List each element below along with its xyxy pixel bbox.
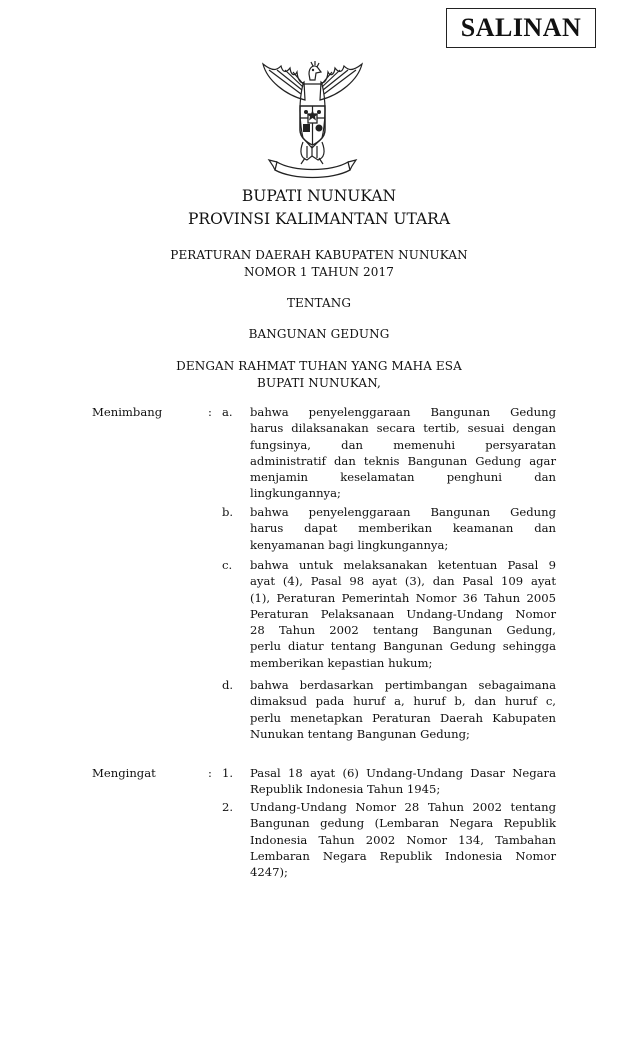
header-province: PROVINSI KALIMANTAN UTARA [187, 210, 451, 228]
item-mark: 2. [222, 800, 234, 814]
item-line: administratif dan teknis Bangunan Gedung agar [250, 453, 556, 468]
item-line: bahwa untuk melaksanakan ketentuan Pasal 9 [250, 558, 556, 572]
header-tentang: TENTANG [286, 296, 352, 310]
header-subject: BANGUNAN GEDUNG [248, 327, 390, 341]
garuda-emblem-icon [255, 60, 370, 185]
mengingat-label: Mengingat [92, 766, 156, 780]
item-line: Nunukan tentang Bangunan Gedung; [250, 726, 470, 741]
item-line: perlu menetapkan Peraturan Daerah Kabupaten [250, 710, 556, 725]
item-line: perlu diatur tentang Bangunan Gedung sehingga [250, 639, 556, 654]
item-line: menjamin keselamatan penghuni dan [250, 470, 556, 485]
item-mark: a. [222, 405, 233, 419]
menimbang-label: Menimbang [92, 405, 163, 419]
menimbang-colon: : [208, 405, 212, 419]
header-bupati: BUPATI NUNUKAN, [257, 376, 381, 390]
item-line: dimaksud pada huruf a, huruf b, dan huruf c, [250, 694, 556, 709]
header-invocation: DENGAN RAHMAT TUHAN YANG MAHA ESA [176, 359, 462, 373]
item-mark: b. [222, 505, 234, 519]
item-line: harus dapat memberikan keamanan dan [250, 521, 556, 536]
item-line: harus dilaksanakan secara tertib, sesuai dengan [250, 421, 556, 436]
item-line: (1), Peraturan Pemerintah Nomor 36 Tahun 2005 [250, 590, 556, 605]
item-line: bahwa penyelenggaraan Bangunan Gedung [250, 405, 556, 419]
item-line: kenyamanan bagi lingkungannya; [250, 537, 449, 552]
item-mark: 1. [222, 766, 234, 780]
item-line: bahwa penyelenggaraan Bangunan Gedung [250, 505, 556, 519]
item-line: Indonesia Tahun 2002 Nomor 134, Tambahan [250, 832, 556, 847]
item-line: Peraturan Pelaksanaan Undang-Undang Nomor [250, 606, 556, 621]
item-line: bahwa berdasarkan pertimbangan sebagaimana [250, 678, 556, 692]
item-line: 28 Tahun 2002 tentang Bangunan Gedung, [250, 623, 556, 638]
header-regulation: PERATURAN DAERAH KABUPATEN NUNUKAN [170, 248, 468, 262]
header-title: BUPATI NUNUKAN [241, 187, 397, 205]
item-mark: d. [222, 678, 234, 692]
item-line: 4247); [250, 865, 288, 880]
item-line: Republik Indonesia Tahun 1945; [250, 782, 441, 797]
item-line: lingkungannya; [250, 486, 341, 501]
salinan-stamp: SALINAN [446, 8, 596, 48]
item-line: Undang-Undang Nomor 28 Tahun 2002 tentang [250, 800, 556, 814]
item-line: ayat (4), Pasal 98 ayat (3), dan Pasal 109 ayat [250, 574, 556, 589]
item-line: Lembaran Negara Republik Indonesia Nomor [250, 848, 556, 863]
item-line: Bangunan gedung (Lembaran Negara Republik [250, 816, 556, 831]
item-line: memberikan kepastian hukum; [250, 655, 433, 670]
mengingat-colon: : [208, 766, 212, 780]
item-line: fungsinya, dan memenuhi persyaratan [250, 437, 556, 452]
item-mark: c. [222, 558, 233, 572]
item-line: Pasal 18 ayat (6) Undang-Undang Dasar Negara [250, 766, 556, 780]
header-number: NOMOR 1 TAHUN 2017 [243, 265, 394, 279]
